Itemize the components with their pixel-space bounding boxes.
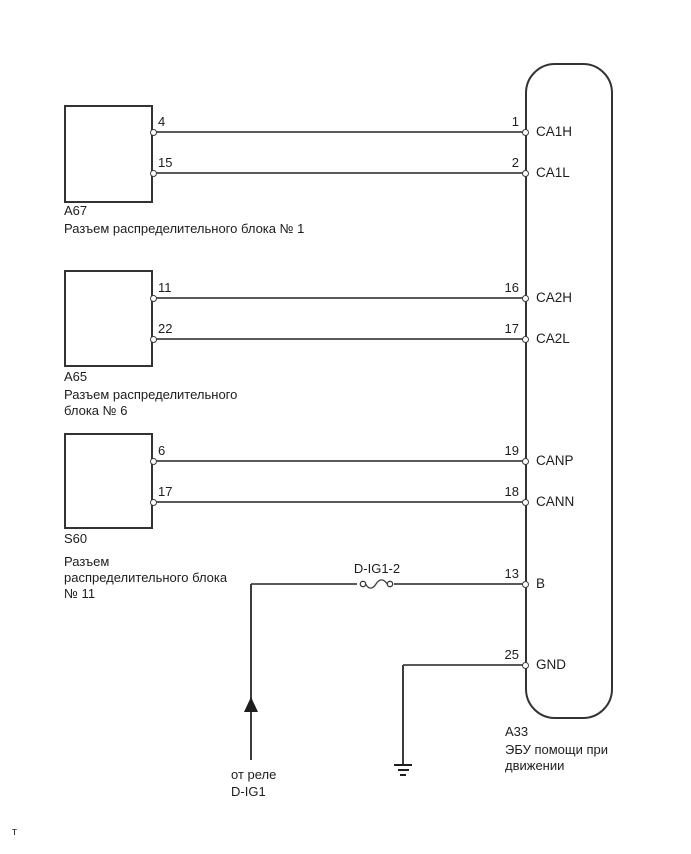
pin-dot xyxy=(150,129,157,136)
power-source-line: от реле xyxy=(231,767,277,782)
footer-mark: т xyxy=(12,826,18,838)
connector-box-a65 xyxy=(64,270,153,367)
fuse-icon xyxy=(356,576,396,592)
connector-id: S60 xyxy=(64,531,88,546)
pin-dot xyxy=(150,499,157,506)
pin-dot xyxy=(522,581,529,588)
pin-number: 17 xyxy=(158,484,173,499)
wire-ca1h xyxy=(153,131,525,133)
pin-number: 1 xyxy=(511,114,519,129)
pin-dot xyxy=(522,499,529,506)
pin-number: 19 xyxy=(504,443,519,458)
wire-b-right-segment xyxy=(394,583,525,585)
pin-signal-label: CA1H xyxy=(536,124,573,139)
ecu-name-line: ЭБУ помощи при xyxy=(505,742,608,757)
pin-dot xyxy=(522,170,529,177)
pin-signal-label: GND xyxy=(536,657,566,672)
wire-b-vertical-from-relay xyxy=(250,584,252,760)
pin-signal-label: CA2H xyxy=(536,290,573,305)
ground-icon xyxy=(394,764,412,766)
wire-gnd-vertical xyxy=(402,665,404,765)
connector-label-s60 xyxy=(64,531,324,602)
pin-signal-label: CANN xyxy=(536,494,575,509)
pin-signal-label: CA1L xyxy=(536,165,570,180)
pin-dot xyxy=(150,170,157,177)
pin-number: 4 xyxy=(158,114,166,129)
pin-dot xyxy=(150,336,157,343)
ecu-outline xyxy=(525,63,613,719)
pin-number: 2 xyxy=(511,155,519,170)
connector-desc-line: Разъем распределительного блока № 1 xyxy=(64,221,305,236)
connector-desc-line: распределительного блока xyxy=(64,570,228,585)
pin-dot xyxy=(150,295,157,302)
pin-number: 13 xyxy=(504,566,519,581)
pin-dot xyxy=(522,129,529,136)
pin-number: 15 xyxy=(158,155,173,170)
power-source-line: D-IG1 xyxy=(231,784,266,799)
pin-number: 18 xyxy=(504,484,519,499)
connector-desc-line: № 11 xyxy=(64,586,96,601)
wire-ca2h xyxy=(153,297,525,299)
pin-signal-label: CA2L xyxy=(536,331,570,346)
pin-number: 25 xyxy=(504,647,519,662)
ground-icon-bar2 xyxy=(398,769,409,771)
pin-dot xyxy=(522,295,529,302)
power-source-note xyxy=(231,766,276,800)
ecu-id: A33 xyxy=(505,724,529,739)
fuse-label: D-IG1-2 xyxy=(353,561,401,576)
pin-number: 11 xyxy=(158,280,172,295)
connector-box-a67 xyxy=(64,105,153,203)
arrow-up-icon xyxy=(244,697,258,712)
pin-number: 6 xyxy=(158,443,166,458)
wire-ca1l xyxy=(153,172,525,174)
connector-desc-line: Разъем распределительного xyxy=(64,387,238,402)
connector-label-a65 xyxy=(64,369,324,419)
pin-signal-label: CANP xyxy=(536,453,574,468)
wire-canp xyxy=(153,460,525,462)
pin-number: 16 xyxy=(504,280,519,295)
connector-box-s60 xyxy=(64,433,153,529)
connector-desc-line: Разъем xyxy=(64,554,110,569)
pin-number: 22 xyxy=(158,321,173,336)
pin-dot xyxy=(522,458,529,465)
connector-label-a67 xyxy=(64,203,364,237)
wire-gnd xyxy=(403,664,525,666)
connector-desc-line: блока № 6 xyxy=(64,403,128,418)
ground-icon-bar3 xyxy=(400,774,406,776)
wire-ca2l xyxy=(153,338,525,340)
pin-signal-label: B xyxy=(536,576,546,591)
connector-id: A65 xyxy=(64,369,88,384)
wire-cann xyxy=(153,501,525,503)
pin-dot xyxy=(150,458,157,465)
pin-number: 17 xyxy=(504,321,519,336)
ecu-label xyxy=(505,724,665,774)
connector-id: A67 xyxy=(64,203,88,218)
pin-dot xyxy=(522,662,529,669)
ecu-name-line: движении xyxy=(505,758,565,773)
pin-dot xyxy=(522,336,529,343)
